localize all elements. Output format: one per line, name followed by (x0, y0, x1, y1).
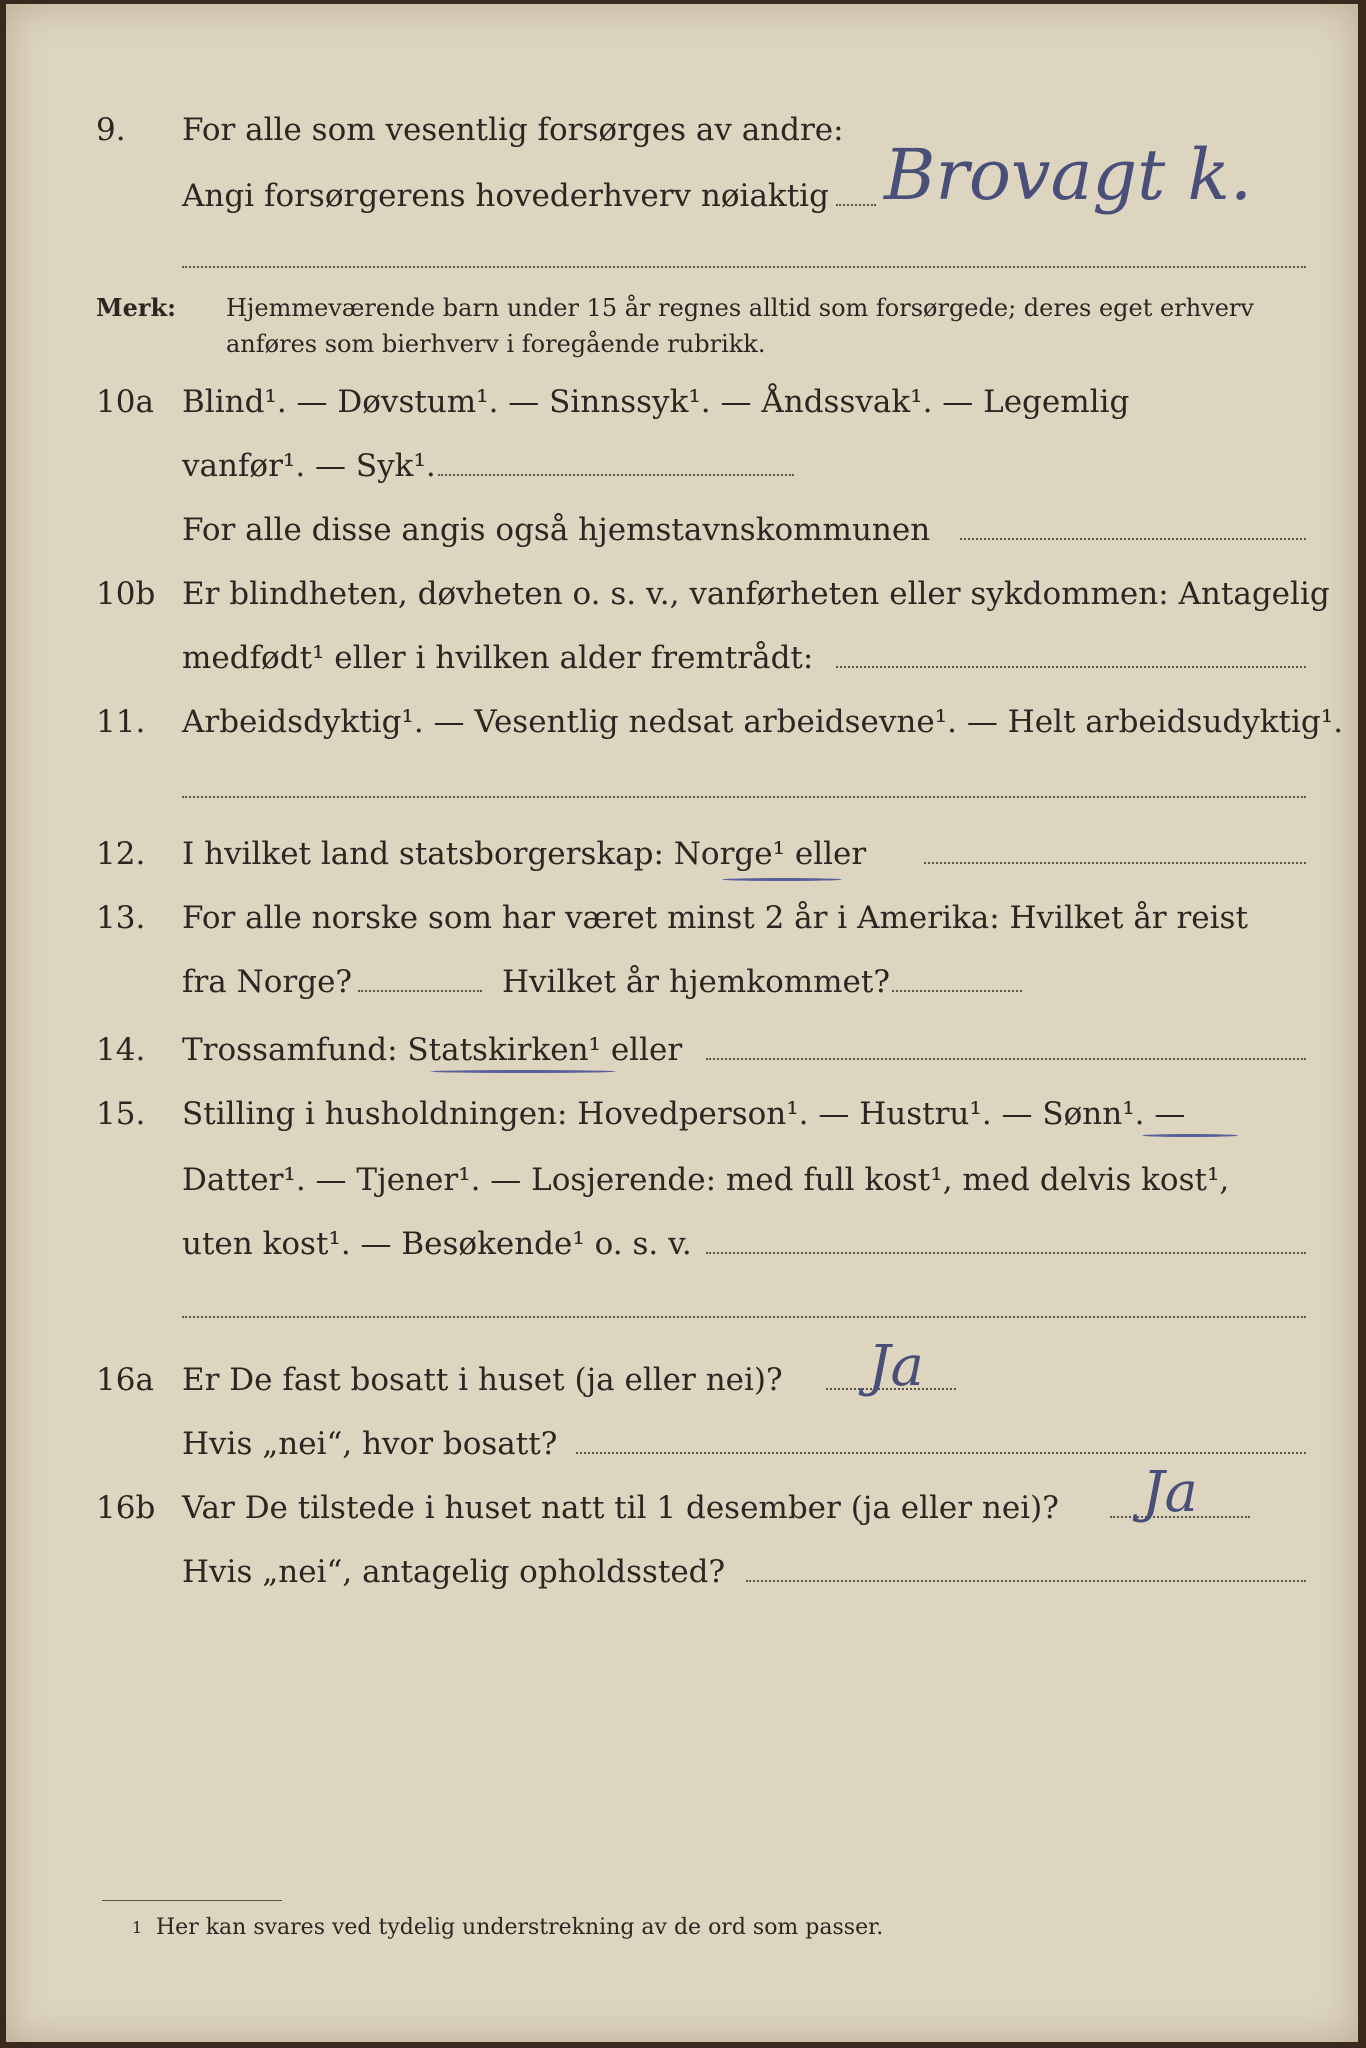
question-number: 10a (96, 384, 154, 420)
handwritten-answer: Ja (868, 1334, 924, 1399)
question-text: Arbeidsdyktig¹. — Vesentlig nedsat arbeidsevne¹. — Helt arbeidsudyktig¹. (182, 704, 1344, 740)
answer-line (358, 990, 482, 992)
question-text: Datter¹. — Tjener¹. — Losjerende: med full kost¹, med delvis kost¹, (182, 1162, 1230, 1198)
answer-line (924, 862, 1306, 864)
question-number: 11. (96, 704, 146, 740)
answer-line (438, 474, 794, 476)
question-number: 13. (96, 900, 146, 936)
underline-mark (722, 878, 842, 881)
handwritten-answer: Brovagt k. (884, 134, 1253, 216)
note-text: Hjemmeværende barn under 15 år regnes alltid som forsørgede; deres eget erhverv (226, 294, 1254, 322)
footnote-mark: 1 (132, 1918, 143, 1937)
underline-mark (1142, 1134, 1238, 1137)
question-number: 12. (96, 836, 146, 872)
question-number: 16a (96, 1362, 154, 1398)
question-number: 15. (96, 1096, 146, 1132)
answer-line (836, 204, 876, 206)
question-text: medfødt¹ eller i hvilken alder fremtrådt: (182, 640, 814, 676)
underline-mark (430, 1070, 616, 1073)
answer-line (706, 1252, 1306, 1254)
question-text: Hvilket år hjemkommet? (502, 964, 890, 1000)
question-text: Blind¹. — Døvstum¹. — Sinnssyk¹. — Åndssvak¹. — Legemlig (182, 384, 1130, 420)
question-text: Stilling i husholdningen: Hovedperson¹. — Hustru¹. — Sønn¹. — (182, 1096, 1186, 1132)
answer-line (706, 1058, 1306, 1060)
question-text: Hvis „nei“, antagelig opholdssted? (182, 1554, 726, 1590)
answer-line (746, 1580, 1306, 1582)
answer-line (892, 990, 1022, 992)
question-text: vanfør¹. — Syk¹. (182, 448, 436, 484)
question-text: Var De tilstede i huset natt til 1 desember (ja eller nei)? (182, 1490, 1059, 1526)
question-text: I hvilket land statsborgerskap: Norge¹ eller (182, 836, 867, 872)
handwritten-answer: Ja (1142, 1460, 1198, 1525)
question-text: For alle som vesentlig forsørges av andre: (182, 112, 844, 148)
question-text: Er De fast bosatt i huset (ja eller nei)? (182, 1362, 783, 1398)
answer-line (960, 538, 1306, 540)
answer-line (182, 796, 1306, 798)
question-number: 10b (96, 576, 156, 612)
footnote-divider (102, 1900, 282, 1901)
answer-line (182, 266, 1306, 268)
answer-line (576, 1452, 1306, 1454)
question-text: Angi forsørgerens hovederhverv nøiaktig (182, 178, 829, 214)
answer-line (836, 666, 1306, 668)
census-form-page (6, 4, 1358, 2042)
footnote-text: Her kan svares ved tydelig understrekning av de ord som passer. (156, 1915, 884, 1940)
question-text: uten kost¹. — Besøkende¹ o. s. v. (182, 1226, 692, 1262)
question-number: 14. (96, 1032, 146, 1068)
question-text: Trossamfund: Statskirken¹ eller (182, 1032, 683, 1068)
question-number: 16b (96, 1490, 156, 1526)
question-text: Hvis „nei“, hvor bosatt? (182, 1426, 558, 1462)
note-text: anføres som bierhverv i foregående rubrikk. (226, 330, 766, 358)
question-text: Er blindheten, døvheten o. s. v., vanførheten eller sykdommen: Antagelig (182, 576, 1330, 612)
note-label: Merk: (96, 293, 176, 322)
question-number: 9. (96, 112, 126, 148)
question-text: For alle norske som har været minst 2 år i Amerika: Hvilket år reist (182, 900, 1248, 936)
question-text: For alle disse angis også hjemstavnskommunen (182, 512, 931, 548)
question-text: fra Norge? (182, 964, 353, 1000)
answer-line (182, 1316, 1306, 1318)
